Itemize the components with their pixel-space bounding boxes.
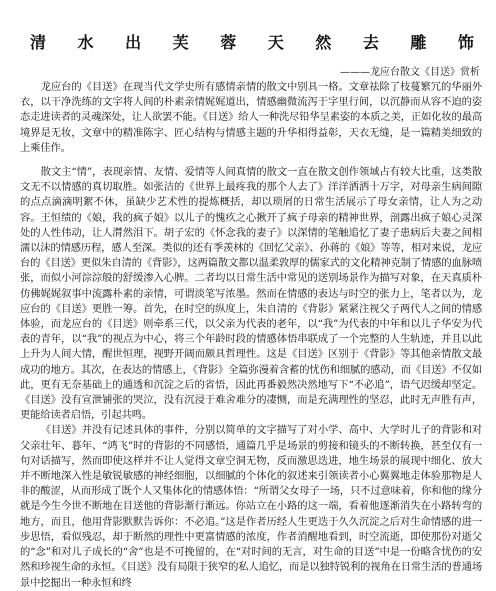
title-char: 出 xyxy=(125,33,142,52)
paragraph-analysis: 《目送》并没有记述具体的事件，分别以简单的文字描写了对小学、高中、大学时儿子的背影和对父亲壮年、暮年、“鸿飞”时的背影的不同感悟，通篇几乎是场景的剪接和镜头的不断转换，甚至仅有一句对话描写，然而即使这样并不让人觉得文章空洞无物，反而激思迭进，地生场景的展现中细化、放大并不断地深入性是敏锐敏感的神经细胞，以细腻的个体化的叙述来引领读者小心翼翼地走体验那物是人非的酸涩，从而形成了既个人又集体化的情感体悟：“所谓父女母子一场，只不过意味着，你和他的缘分就是今生今世不断地在目送他的背影渐行渐远。你站立在小路的这一端，看着他逐渐消失在小路转弯的地方，而且，他用背影默默告诉你：不必追。”这是作者历经人生更迭于久久沉淀之后对生命情感的进一步思悟，看似残忍，却于断然的理性中更富情感的浓度，作者消醒地看到，时空流逝，即使那份对逝父的“念”和对儿子成长的“舍”也是不可挽留的，在“对时间的无言，对生命的目送”中是一份略含忧伤的安然和珍视生命的永恒。《目送》没有局限于狭窄的私人追忆，而是以独特锐利的视角在日常生活的普通场景中挖掘出一种永恒和终 xyxy=(20,424,482,589)
title-char: 芙 xyxy=(172,33,189,52)
title-char: 清 xyxy=(30,33,47,52)
title-char: 饰 xyxy=(457,33,474,52)
article-subtitle: ———龙应台散文《目送》赏析 xyxy=(340,67,480,78)
article-title xyxy=(20,32,482,54)
title-char: 水 xyxy=(77,33,94,52)
title-char: 去 xyxy=(362,33,379,52)
title-char: 蓉 xyxy=(220,33,237,52)
title-char: 天 xyxy=(267,33,284,52)
paragraph-comparison: 散文主“情”，表现亲情、友情、爱情等人间真情的散文一直在散文创作领域占有较大比重，这类散文无不以情感的真切取胜。如张洁的《世界上最疼我的那个人去了》洋洋洒洒十万字，对母亲生病间隙的点点滴滴明絮不休，虽缺少艺术性的提炼概括，却以琐屑的日常生活展示了母女亲情，让人为之动容。王恒绩的《娘，我的疯子娘》以儿子的愧疚之心揪开了疯子母亲的精神世界，剖露出疯子娘心灵深处的人性伟动，让人潸然泪下。胡子宏的《怀念我的妻子》以深情的笔触追忆了妻子患病后夫妻之间相濡以沫的情感历程，感人至深。类似的还有季羡林的《回忆父亲》、孙蒋的《娘》等等，相对来说，龙应台的《目送》更似朱自清的《背影》，这两篇散文都以温柔敦厚的儒家式的文化精神克制了情感的血脉喷张，而似小河淙淙般的舒缓渗入心脾。二者均以日常生活中常见的送别场景作为描写对象，在天真质朴仿佛娓娓叙事中流露朴素的亲情，可谓淡笔写浓墨。然而在情感的表达与时空的张力上，笔者以为，龙应台的《目送》更胜一筹。首先，在时空的纵度上，朱自清的《背影》紧紧注视父子两代人之间的情感体验，而龙应台的《目送》则牵系三代，以父亲为代表的老年，以“我”为代表的中年和以儿子华安为代表的青年，以“我”的视点为中心，将三个年龄时段的情感体悟串联成了一个完整的人生轨迹，并且以此上升为人间大情，醒世恒理，视野开阔而颇具哲理性。这是《目送》区别于《背影》等其他亲情散文最成功的地方。其次，在表达的情感上，《背影》全篇弥漫着含蓄的忧伤和细腻的感动，而《目送》不仅如此，更有无奈基础上的通透和沉淀之后的省悟，因此再番毅然决然地写下“不必追”，语气迟缓却坚定。《目送》没有宣泄铺张的哭泣，没有沉浸于难舍难分的凄恻，而是充满理性的坚忍，此时无声胜有声，更能给读者启悟，引起共鸣。 xyxy=(20,166,482,422)
title-char: 雕 xyxy=(410,33,427,52)
paragraph-intro: 龙应台的《目送》在现当代文学史所有感情亲情的散文中别具一格。文章祛除了枝蔓繁冗的华丽外衣，以干净洗练的文字将人间的朴素亲情娓娓道出，情感幽微流泻于字里行间，以沉静而从容不迫的姿态走进读者的灵魂深处，让人欲罢不能。《目送》给人一种洗尽铅华呈素姿的本质之美，正如化妆的最高境界是无妆，文章中的精准陈字、匠心结构与情感主题的升华相得益彰，天衣无缝，是一篇精美细致的上乘佳作。 xyxy=(20,81,482,154)
title-char: 然 xyxy=(315,33,332,52)
article xyxy=(20,12,482,591)
